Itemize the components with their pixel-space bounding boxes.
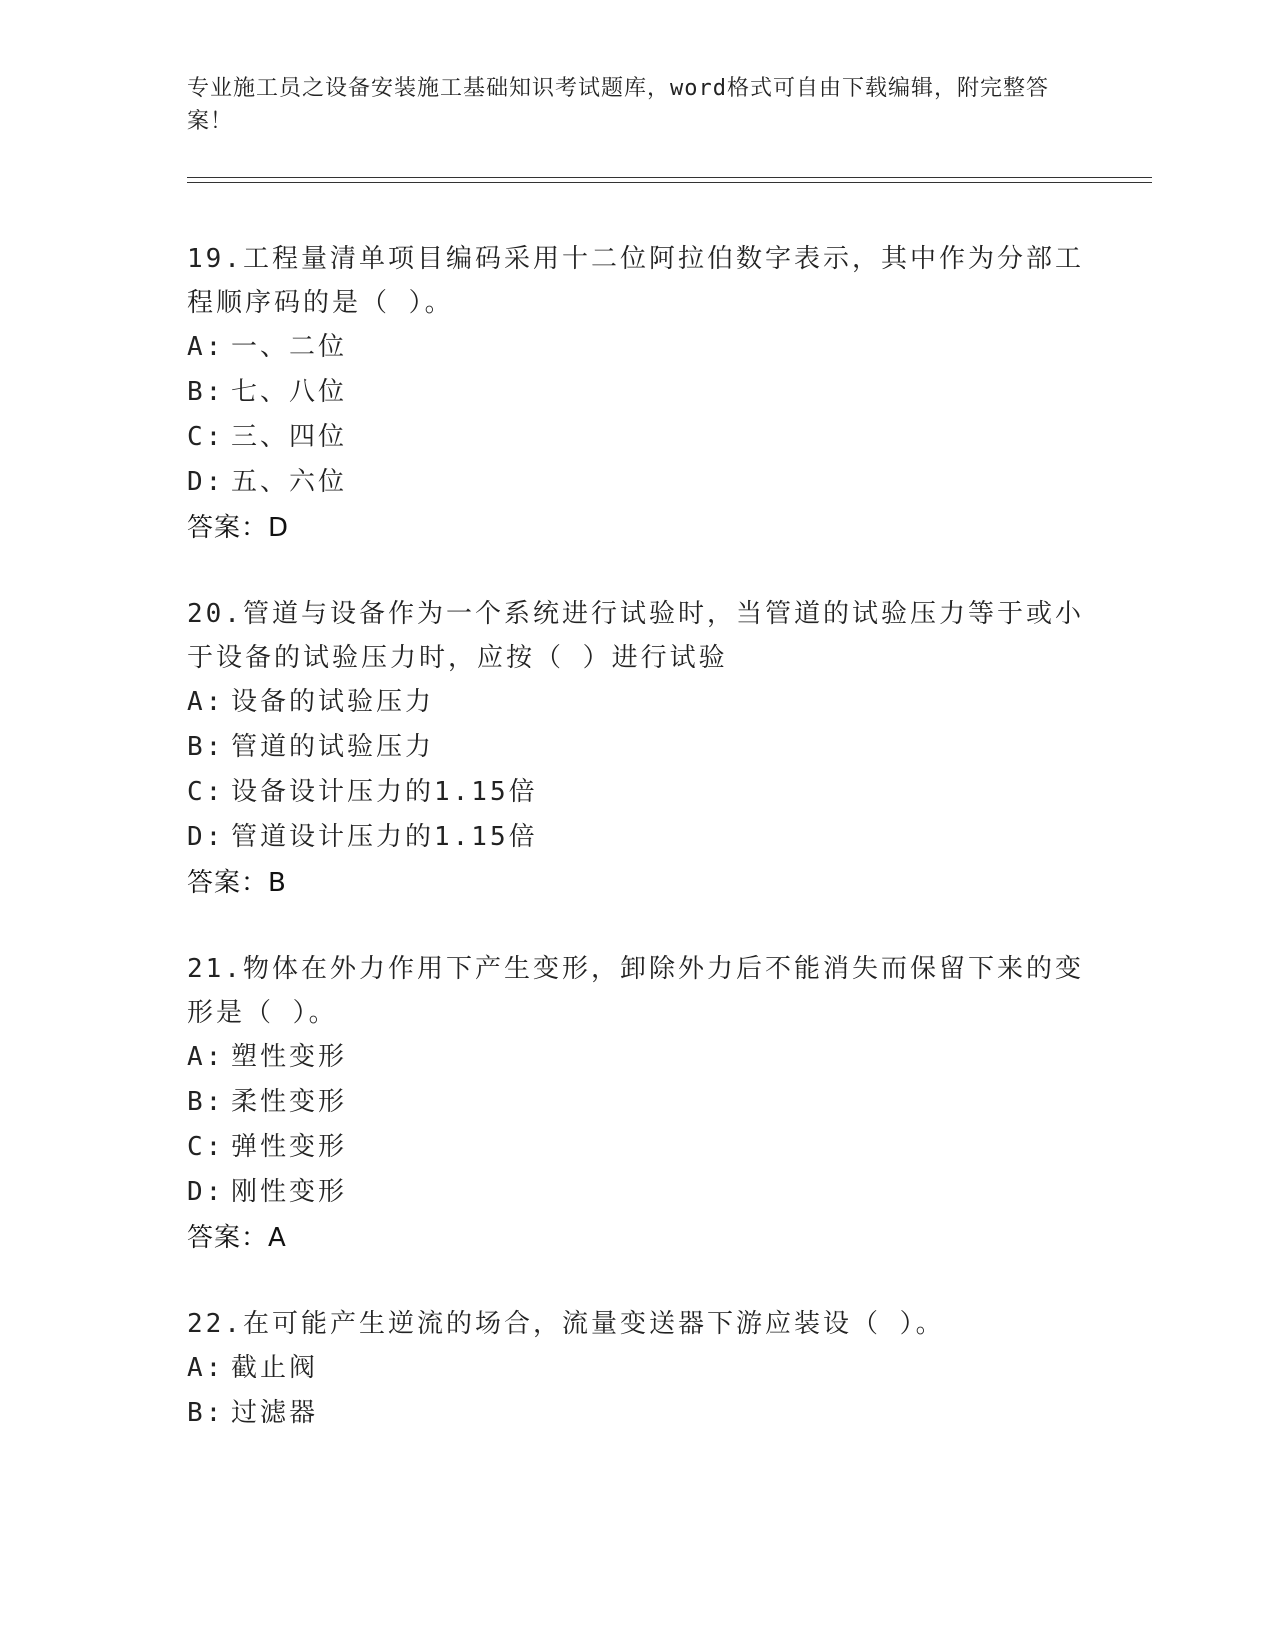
option-label: A:	[187, 1353, 225, 1383]
option-label: A:	[187, 332, 225, 362]
header-divider-top	[187, 177, 1152, 178]
option-text: 七、八位	[231, 377, 348, 407]
option-text: 塑性变形	[231, 1042, 348, 1072]
header-divider-bottom	[187, 182, 1152, 183]
option-d	[187, 815, 1087, 860]
option-b	[187, 1391, 1087, 1436]
answer: 答案：D	[187, 513, 290, 543]
question-stem: 22.在可能产生逆流的场合，流量变送器下游应装设（ ）。	[187, 1309, 945, 1339]
question-22	[187, 1302, 1087, 1436]
option-label: A:	[187, 687, 225, 717]
answer: 答案：A	[187, 1223, 287, 1253]
answer: 答案：B	[187, 868, 287, 898]
option-text: 三、四位	[231, 422, 348, 452]
question-21	[187, 947, 1087, 1261]
document-header: 专业施工员之设备安装施工基础知识考试题库，word格式可自由下载编辑，附完整答案！	[187, 76, 1049, 134]
option-label: B:	[187, 377, 225, 407]
option-label: D:	[187, 1177, 225, 1207]
option-label: C:	[187, 422, 225, 452]
option-text: 弹性变形	[231, 1132, 348, 1162]
option-text: 截止阀	[231, 1353, 319, 1383]
option-text: 五、六位	[231, 467, 348, 497]
option-c	[187, 1125, 1087, 1170]
option-label: C:	[187, 1132, 225, 1162]
option-label: C:	[187, 777, 225, 807]
question-list	[187, 237, 1087, 1477]
option-c	[187, 770, 1087, 815]
question-stem: 19.工程量清单项目编码采用十二位阿拉伯数字表示，其中作为分部工程顺序码的是（ ）。	[187, 244, 1084, 318]
option-label: D:	[187, 467, 225, 497]
option-text: 管道的试验压力	[231, 732, 435, 762]
option-text: 柔性变形	[231, 1087, 348, 1117]
question-stem: 21.物体在外力作用下产生变形，卸除外力后不能消失而保留下来的变形是（ ）。	[187, 954, 1084, 1028]
option-text: 过滤器	[231, 1398, 319, 1428]
option-text: 设备的试验压力	[231, 687, 435, 717]
option-a	[187, 1035, 1087, 1080]
option-label: B:	[187, 1398, 225, 1428]
question-19	[187, 237, 1087, 551]
option-d	[187, 460, 1087, 505]
option-text: 管道设计压力的1.15倍	[231, 822, 538, 852]
option-label: A:	[187, 1042, 225, 1072]
option-b	[187, 370, 1087, 415]
question-20	[187, 592, 1087, 906]
option-label: D:	[187, 822, 225, 852]
option-label: B:	[187, 1087, 225, 1117]
question-stem: 20.管道与设备作为一个系统进行试验时，当管道的试验压力等于或小于设备的试验压力时，应按（ ）进行试验	[187, 599, 1084, 673]
option-text: 刚性变形	[231, 1177, 348, 1207]
option-b	[187, 1080, 1087, 1125]
option-b	[187, 725, 1087, 770]
option-a	[187, 1346, 1087, 1391]
option-text: 一、二位	[231, 332, 348, 362]
option-text: 设备设计压力的1.15倍	[231, 777, 538, 807]
option-d	[187, 1170, 1087, 1215]
option-a	[187, 325, 1087, 370]
option-c	[187, 415, 1087, 460]
option-label: B:	[187, 732, 225, 762]
option-a	[187, 680, 1087, 725]
